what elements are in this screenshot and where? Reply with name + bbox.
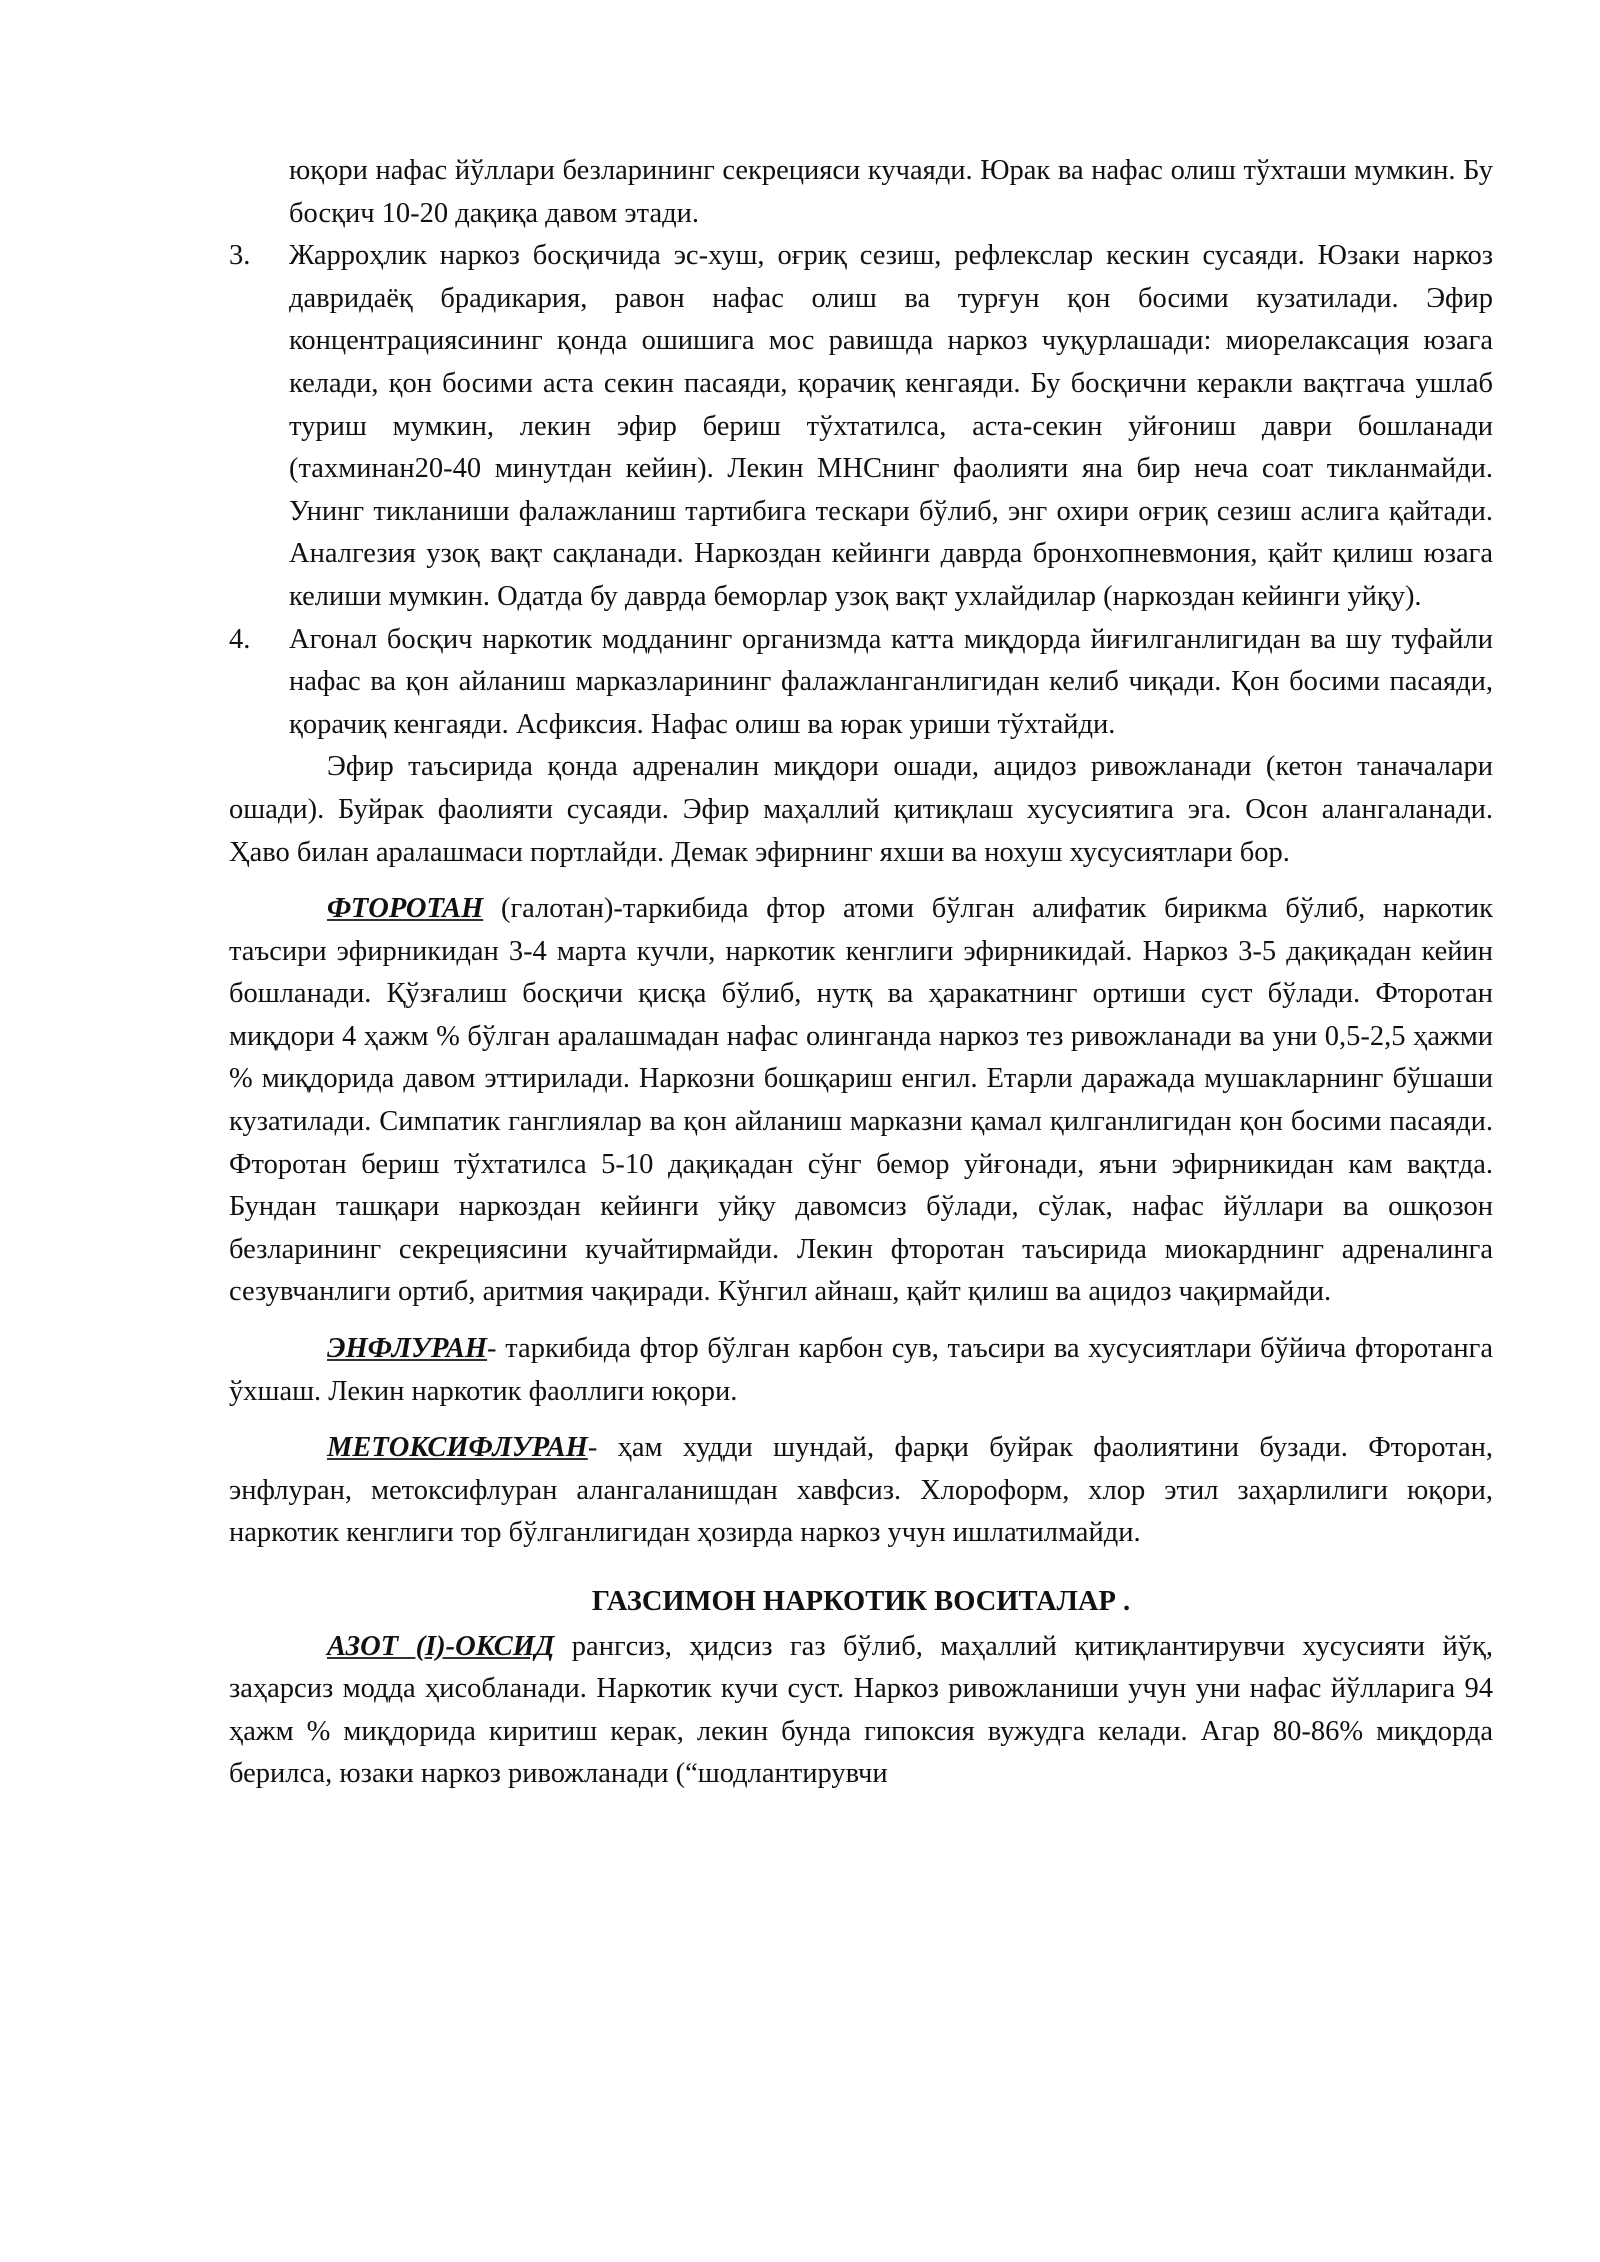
metoksifluran-paragraph: [229, 1427, 1493, 1555]
ftorotan-term: ФТОРОТАН: [327, 893, 484, 925]
stage-list: [229, 235, 1493, 746]
metoksifluran-term: МЕТОКСИФЛУРАН: [327, 1432, 588, 1464]
azot-term: АЗОТ (I)-ОКСИД: [327, 1630, 555, 1662]
list-item-stage-3: [229, 235, 1493, 618]
azot-paragraph: [229, 1626, 1493, 1796]
list-item-text: Агонал босқич наркотик модданинг организмда катта миқдорда йиғилганлигидан ва шу туфайли нафас ва қон айланиш марказларининг фалажланганлигидан келиб чиқади. Қон босими пасаяди, қорачиқ кенгаяди. Асфиксия. Нафас олиш ва юрак уриши тўхтайди.: [289, 623, 1493, 740]
ether-paragraph: Эфир таъсирида қонда адреналин миқдори ошади, ацидоз ривожланади (кетон таначалари ошади). Буйрак фаолияти сусаяди. Эфир маҳаллий қитиқлаш хусусиятига эга. Осон алангаланади. Ҳаво билан аралашмаси портлайди. Демак эфирнинг яхши ва нохуш хусусиятлари бор.: [229, 751, 1493, 868]
ftorotan-text: (галотан)-таркибида фтор атоми бўлган алифатик бирикма бўлиб, наркотик таъсири эфирникидан 3-4 марта кучли, наркотик кенглиги эфирникидай. Наркоз 3-5 дақиқадан кейин бошланади. Қўзғалиш босқичи қисқа бўлиб, нутқ ва ҳаракатнинг ортиши суст бўлади. Фторотан миқдори 4 ҳажм % бўлган аралашмадан нафас олинганда наркоз тез ривожланади ва уни 0,5-2,5 ҳажми % миқдорида давом эттирилади. Наркозни бошқариш енгил. Етарли даражада мушакларнинг бўшаши кузатилади. Симпатик ганглиялар ва қон айланиш марказни қамал қилганлигидан қон босими пасаяди. Фторотан бериш тўхтатилса 5-10 дақиқадан сўнг бемор уйғонади, яъни эфирникидан кам вақтда. Бундан ташқари наркоздан кейинги уйқу давомсиз бўлади, сўлак, нафас йўллари ва ошқозон безларининг секрециясини кучайтирмайди. Лекин фторотан таъсирида миокарднинг адреналинга сезувчанлиги ортиб, аритмия чақиради. Кўнгил айнаш, қайт қилиш ва ацидоз чақирмайди.: [229, 893, 1493, 1308]
list-continuation-text: юқори нафас йўллари безларининг секрецияси кучаяди. Юрак ва нафас олиш тўхташи мумкин. Бу босқич 10-20 дақиқа давом этади.: [289, 155, 1493, 229]
enfluran-paragraph: [229, 1328, 1493, 1413]
section-heading: ГАЗСИМОН НАРКОТИК ВОСИТАЛАР .: [591, 1586, 1131, 1617]
ftorotan-paragraph: [229, 888, 1493, 1314]
azot-text: рангсиз, ҳидсиз газ бўлиб, маҳаллий қитиқлантирувчи хусусияти йўқ, заҳарсиз модда ҳисобланади. Наркотик кучи суст. Наркоз ривожланиши учун уни нафас йўлларига 94 ҳажм % миқдорида киритиш керак, лекин бунда гипоксия вужудга келади. Агар 80-86% миқдорда берилса, юзаки наркоз ривожланади (“шодлантирувчи: [229, 1630, 1493, 1790]
list-item-text: Жарроҳлик наркоз босқичида эс-хуш, оғриқ сезиш, рефлекслар кескин сусаяди. Юзаки наркоз давридаёқ брадикария, равон нафас олиш ва турғун қон босими кузатилади. Эфир концентрациясининг қонда ошишига мос равишда наркоз чуқурлашади: миорелаксация юзага келади, қон босими аста секин пасаяди, қорачиқ кенгаяди. Бу босқични керакли вақтгача ушлаб туриш мумкин, лекин эфир бериш тўхтатилса, аста-секин уйғониш даври бошланади (тахминан20-40 минутдан кейин). Лекин МНСнинг фаолияти яна бир неча соат тикланмайди. Унинг тикланиши фалажланиш тартибига тескари бўлиб, энг охири оғриқ сезиш аслига қайтади. Аналгезия узоқ вақт сақланади. Наркоздан кейинги даврда бронхопневмония, қайт қилиш юзага келиши мумкин. Одатда бу даврда беморлар узоқ вақт ухлайдилар (наркоздан кейинги уйқу).: [289, 240, 1493, 612]
list-number: 4.: [229, 623, 251, 655]
list-item-stage-4: [229, 619, 1493, 747]
metoksifluran-text: - ҳам худди шундай, фарқи буйрак фаолиятини бузади. Фторотан, энфлуран, метоксифлуран алангаланишдан хавфсиз. Хлороформ, хлор этил заҳарлилиги юқори, наркотик кенглиги тор бўлганлигидан ҳозирда наркоз учун ишлатилмайди.: [229, 1432, 1493, 1549]
list-number: 3.: [229, 240, 251, 272]
enfluran-term: ЭНФЛУРАН: [327, 1333, 488, 1365]
document-page: [229, 150, 1493, 1796]
enfluran-text: - таркибида фтор бўлган карбон сув, таъсири ва хусусиятлари бўйича фторотанга ўхшаш. Лекин наркотик фаоллиги юқори.: [229, 1333, 1493, 1407]
